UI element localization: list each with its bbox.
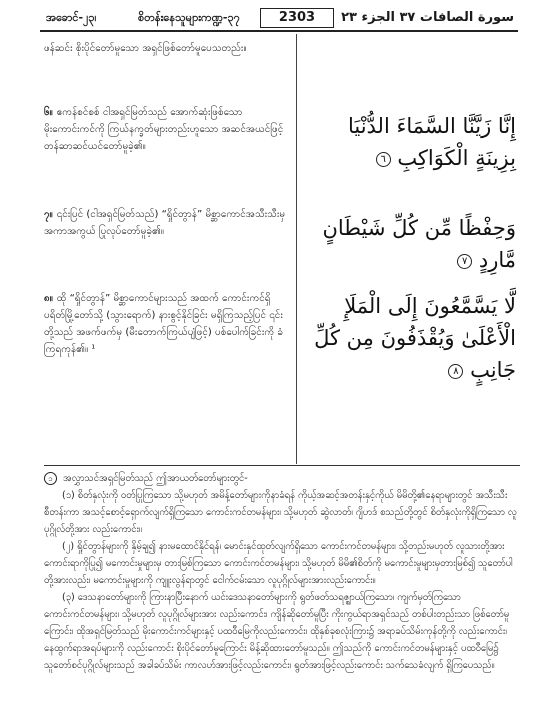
arabic-verse-8 xyxy=(302,290,516,386)
translation-text: ၎င်းပြင် (ငါအရှင်မြတ်သည်) “ရှိုင်တွာန်” မိစ္ဆာကောင်အသီးသီးမှ အကာအကွယ် ပြုလုပ်တော်မူခဲ့၏။ xyxy=(44,209,286,237)
translation-text: ဖန်ဆင်း စိုးပိုင်တော်မူသော အရှင်ဖြစ်တော်မူပေသတည်း။ xyxy=(44,43,247,54)
translation-block-6 xyxy=(44,104,288,155)
verse-number: ၇။ xyxy=(44,209,53,220)
column-divider xyxy=(296,34,297,464)
footnote-paragraph: (၂) ရှိုင်တွာန်များကို နှိမ့်ချ၍ နားမထောင်နိုင်ရန်၊ မောင်းနှင်ထုတ်လျက်ရှိသော ကောင်းကင်တမန်များ၊ သို့တည်းမဟုတ် လူသားတို့အား ကောင်းရာကိုပြု၍ မကောင်းမှုများမှ တားမြစ်ကြသော ကောင်းကင်တမန်များ၊ သို့မဟုတ် မိမိ၏စိတ်ကို မကောင်းမှုများမှတားမြစ်၍ သူတော်ပါတို့အားလည်း၊ မကောင်းမှုများကို ကျူးလွန်ရာတွင် ငေါက်ငမ်းသော လူပုဂ္ဂိုလ်များအားလည်းကောင်း။ xyxy=(44,541,513,586)
footnote-paragraph: (၁) စိတ်နှလုံးကို ဝတ်ပြုကြသော သို့မဟုတ် အမိန့်တော်များကိုနာခံရန် ကိုယ့်အဆင့်အတန်းနှင့်ကိုယ် မိမိတို့၏နေရာများတွင် အသီးသီးစီတန်းကာ အသင့်စောင့်ရှောက်လျက်ရှိကြသော ကောင်းကင်တမန်များ၊ သို့မဟုတ် ဆွဲလာတ်၊ ဂျိဟဒ် စသည်တို့တွင် စိတ်နှလုံးကိုရှိကြသော လူပုဂ္ဂိုလ်တို့အား လည်းကောင်း။ xyxy=(44,490,517,535)
footnote-marker-icon: ၁ xyxy=(44,472,57,485)
footnote-separator xyxy=(44,465,520,466)
footnote-paragraph: (၃) ဒေသနာတော်များကို ကြားနာပြီးနောက် ယင်းဒေသနာတော်များကို ရွတ်ဖတ်သရဇ္ဈာယ်ကြသော၊ ကျက်မှတ်ကြသော ကောင်းကင်တမန်များ၊ သို့မဟုတ် လူပုဂ္ဂိုလ်များအား လည်းကောင်း၊ ကျိန်ဆိုတော်မူပြီး ကိုးကွယ်ရာအရှင်သည် တစ်ပါးတည်းသာ ဖြစ်တော်မူကြောင်း၊ ထိုအရှင်မြတ်သည် မိုးကောင်းကင်များနှင့် ပထဝီမြေကိုလည်းကောင်း၊ ထိုနှစ်ခုစလုံးကြား၌ အရာခပ်သိမ်းကုန်တို့ကို လည်းကောင်း၊ နေထွက်ရာအရပ်များကို လည်းကောင်း စိုးပိုင်တော်မူကြောင်း မိန့်ဆိုထားတော်မူသည်။ ဤသည်ကို ကောင်းကင်တမန်များနှင့် ပထဝီမြေ၌ သူတော်စင်ပုဂ္ဂိုလ်များသည် အခါခပ်သိမ်း ကာလဟ်အားဖြင့်လည်းကောင်း၊ ရွတ်အားဖြင့်လည်းကောင်း သက်သေခံလျက် ရှိကြပေသည်။ xyxy=(44,592,510,671)
header-surah-title: စိတန်းနေသူများကဏ္ဍ-၃၇ xyxy=(138,11,240,24)
verse-marker-icon: ٧ xyxy=(457,254,472,269)
translation-text: ထို “ရှိုင်တွာန်” မိစ္ဆာကောင်များသည် အထက် ကောင်းကင်ရှိ ပရိတ်မြို့တော်သို့ (သွားရောက်) နားစွင့်နိုင်ခြင်း မရှိကြသည့်ပြင် ၎င်းတို့သည် အဖက်ဖက်မှ (မီးတောက်ကြယ်ပျံဖြင့်) ပစ်ပေါက်ခြင်းကို ခံကြရကုန်၏။ ¹ xyxy=(44,293,283,355)
header-section-label: အခောင်-၂၃၊ xyxy=(46,11,97,24)
footnote-head xyxy=(44,470,520,487)
page-header xyxy=(40,8,518,28)
footnote-head-text: အလွှာသင်အရှင်မြတ်သည် ဤအာယတ်တော်များတွင်- xyxy=(63,473,248,484)
arabic-verse-7 xyxy=(302,212,516,276)
translation-block-7 xyxy=(44,206,288,240)
header-rule xyxy=(40,30,518,32)
header-arabic-title: سورة الصافات ٣٧ الجزء ٢٣ xyxy=(341,10,514,25)
translation-block-8 xyxy=(44,290,288,358)
arabic-text: لَّا يَسَّمَّعُونَ إِلَى الْمَلَإِ الْأَعْلَىٰ وَيُقْذَفُونَ مِن كُلِّ جَانِبٍ xyxy=(314,294,516,382)
verse-marker-icon: ٦ xyxy=(376,152,391,167)
arabic-text: وَحِفْظًا مِّن كُلِّ شَيْطَانٍ مَّارِدٍ xyxy=(322,216,516,272)
verse-marker-icon: ٨ xyxy=(448,364,463,379)
page-number: 2303 xyxy=(260,8,334,28)
verse-number: ၈။ xyxy=(44,293,53,304)
translation-block-continued xyxy=(44,40,288,57)
translation-text: ဧကန်စင်စစ် ငါအရှင်မြတ်သည် အောက်ဆုံးဖြစ်သော မိုးကောင်းကင်ကို ကြယ်နက္ခတ်များတည်းဟူသော အဆင်အယင်ဖြင့် တန်ဆာဆင်ယင်တော်မူခဲ့၏။ xyxy=(44,107,284,152)
arabic-verse-6 xyxy=(302,110,516,174)
arabic-text: إِنَّا زَيَّنَّا السَّمَاءَ الدُّنْيَا بِزِينَةٍ الْكَوَاكِبِ xyxy=(347,114,516,170)
verse-number: ၆။ xyxy=(44,107,53,118)
footnotes xyxy=(44,470,520,674)
